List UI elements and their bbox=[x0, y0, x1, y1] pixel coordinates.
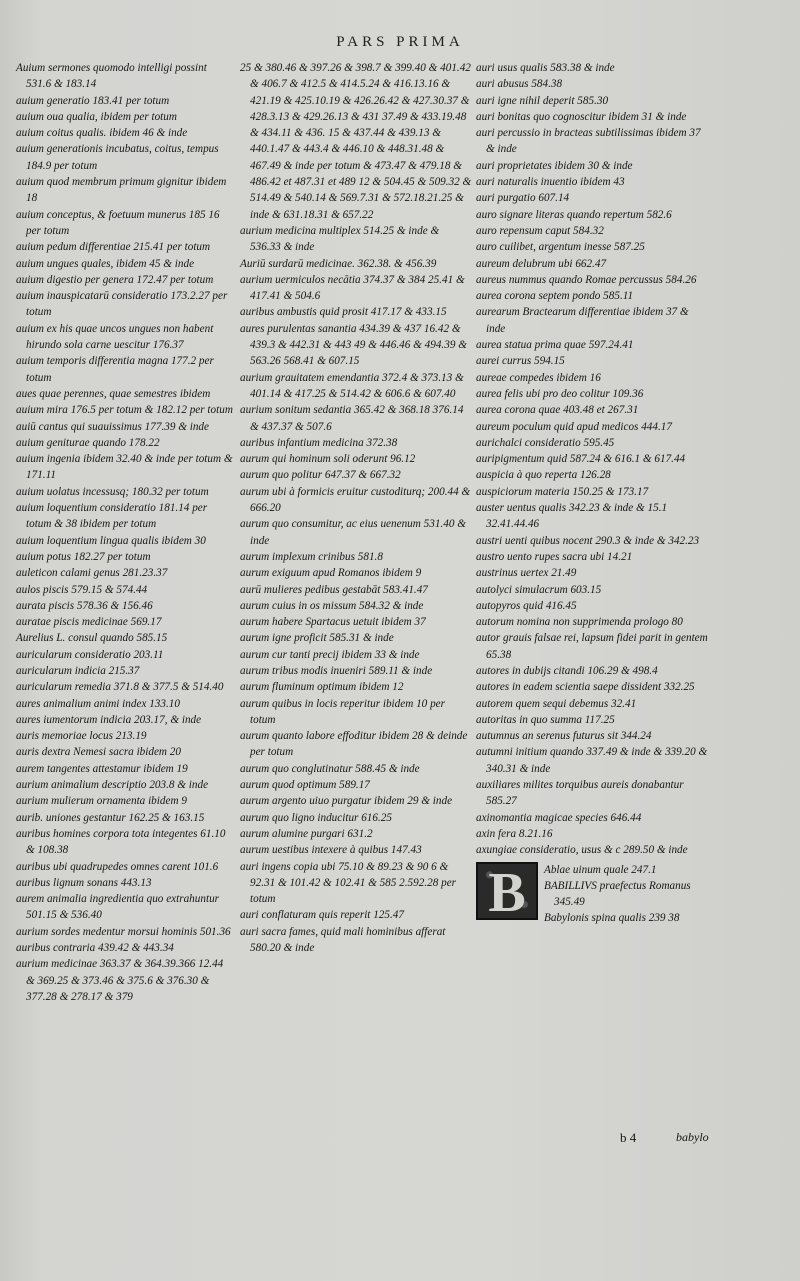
index-entry: auricularum remedia 371.8 & 377.5 & 514.40 bbox=[16, 681, 224, 694]
index-entry: aurium uermiculos necātia 374.37 & 384 25.41 & 417.41 & 504.6 bbox=[240, 273, 465, 303]
index-entry: autores in eadem scientia saepe dissident 332.25 bbox=[476, 681, 695, 694]
index-entry: auri purgatio 607.14 bbox=[476, 192, 570, 205]
index-entry: auri ingens copia ubi 75.10 & 89.23 & 90 6 & 92.31 & 101.42 & 102.41 & 585 2.592.28 per totum bbox=[240, 860, 457, 906]
index-entry: aurea corona septem pondo 585.11 bbox=[476, 290, 634, 303]
index-entry: auiū cantus qui suauissimus 177.39 & inde bbox=[16, 420, 209, 433]
index-entry: auri naturalis inuentio ibidem 43 bbox=[476, 176, 625, 189]
index-entry: auium mira 176.5 per totum & 182.12 per totum bbox=[16, 404, 233, 417]
index-entry: aurum cur tanti precij ibidem 33 & inde bbox=[240, 648, 420, 661]
index-entry: auri proprietates ibidem 30 & inde bbox=[476, 159, 633, 172]
running-header: PARS PRIMA bbox=[336, 34, 464, 50]
index-entry: aureae compedes ibidem 16 bbox=[476, 371, 601, 384]
index-entry: Ablae uinum quale 247.1 bbox=[544, 863, 657, 876]
index-entry: auster uentus qualis 342.23 & inde & 15.1 32.41.44.46 bbox=[476, 502, 668, 531]
index-entry: auium generatio 183.41 per totum bbox=[16, 94, 170, 107]
index-entry: aurum cuius in os missum 584.32 & inde bbox=[240, 599, 424, 612]
index-entry: aurea corona quae 403.48 et 267.31 bbox=[476, 404, 639, 417]
index-entry: aurium sonitum sedantia 365.42 & 368.18 376.14 & 437.37 & 507.6 bbox=[240, 404, 464, 433]
index-entry: auri abusus 584.38 bbox=[476, 78, 563, 91]
index-entry: aurea felis ubi pro deo colitur 109.36 bbox=[476, 387, 644, 400]
index-entry: Auium sermones quomodo intelligi possint 531.6 & 183.14 bbox=[16, 62, 207, 91]
index-entry: auium coitus qualis. ibidem 46 & inde bbox=[16, 127, 188, 140]
index-entry: autopyros quid 416.45 bbox=[476, 599, 577, 612]
index-entry: autores in dubijs citandi 106.29 & 498.4 bbox=[476, 664, 658, 677]
index-entry: auium quod membrum primum gignitur ibidem 18 bbox=[16, 176, 227, 205]
index-entry: aurium sordes medentur morsui hominis 501.36 bbox=[16, 925, 231, 938]
index-entry: autorem quem sequi debemus 32.41 bbox=[476, 697, 637, 710]
index-entry: autumnus an serenus futurus sit 344.24 bbox=[476, 730, 652, 743]
index-entry: auribus ubi quadrupedes omnes carent 101.6 bbox=[16, 860, 219, 873]
index-entry: auium oua qualia, ibidem per totum bbox=[16, 110, 177, 123]
index-entry: aurum igne proficit 585.31 & inde bbox=[240, 632, 394, 645]
index-entry: axinomantia magicae species 646.44 bbox=[476, 811, 642, 824]
decorated-initial: B bbox=[476, 862, 538, 920]
index-entry: auium generationis incubatus, coitus, tempus 184.9 per totum bbox=[16, 143, 219, 172]
index-entry: Auriū surdarū medicinae. 362.38. & 456.39 bbox=[240, 257, 437, 270]
index-entry: austri uenti quibus nocent 290.3 & inde & 342.23 bbox=[476, 534, 700, 547]
index-entry: auri usus qualis 583.38 & inde bbox=[476, 62, 615, 74]
index-entry: aurearum Bractearum differentiae ibidem 37 & inde bbox=[476, 306, 689, 335]
index-entry: auium temporis differentia magna 177.2 per totum bbox=[16, 355, 214, 384]
index-entry: austro uento rupes sacra ubi 14.21 bbox=[476, 550, 633, 563]
index-entry: aulos piscis 579.15 & 574.44 bbox=[16, 583, 148, 596]
index-entry: auro repensum caput 584.32 bbox=[476, 224, 604, 237]
index-entry: aurem animalia ingredientia quo extrahuntur 501.15 & 536.40 bbox=[16, 893, 220, 922]
index-entry: aurum fluminum optimum ibidem 12 bbox=[240, 681, 404, 694]
index-entry: auium pedum differentiae 215.41 per totum bbox=[16, 241, 211, 254]
index-entry: aurium animalium descriptio 203.8 & inde bbox=[16, 779, 209, 792]
index-entry: auium digestio per genera 172.47 per totum bbox=[16, 273, 214, 286]
index-entry: autumni initium quando 337.49 & inde & 339.20 & 340.31 & inde bbox=[476, 746, 708, 775]
index-entry: aurei currus 594.15 bbox=[476, 355, 565, 368]
index-entry: auspicia à quo reperta 126.28 bbox=[476, 469, 611, 482]
letter-section-b bbox=[476, 862, 710, 927]
index-entry: aurum quo politur 647.37 & 667.32 bbox=[240, 469, 401, 482]
index-entry: auium ingenia ibidem 32.40 & inde per totum & 171.11 bbox=[16, 453, 233, 482]
index-entry: auri percussio in bracteas subtilissimas ibidem 37 & inde bbox=[476, 127, 701, 156]
index-entry: auium loquentium consideratio 181.14 per totum & 38 ibidem per totum bbox=[16, 502, 208, 531]
index-entry: aurata piscis 578.36 & 156.46 bbox=[16, 599, 153, 612]
index-entry: aurum quanto labore effoditur ibidem 28 & deinde per totum bbox=[240, 730, 468, 759]
index-entry: aurum exiguum apud Romanos ibidem 9 bbox=[240, 567, 422, 580]
index-entry: aurum quod optimum 589.17 bbox=[240, 779, 370, 792]
index-entry: auium loquentium lingua qualis ibidem 30 bbox=[16, 534, 206, 547]
index-entry: auri conflaturam quis reperit 125.47 bbox=[240, 909, 404, 922]
index-column-3 bbox=[476, 60, 710, 927]
index-entry: aurum habere Spartacus uetuit ibidem 37 bbox=[240, 616, 426, 629]
index-entry: auris dextra Nemesi sacra ibidem 20 bbox=[16, 746, 181, 759]
index-entry: auri bonitas quo cognoscitur ibidem 31 & inde bbox=[476, 110, 687, 123]
index-entry: aurum argento uiuo purgatur ibidem 29 & inde bbox=[240, 795, 453, 808]
index-entry: auium uolatus incessusq; 180.32 per totum bbox=[16, 485, 209, 498]
index-entry: auricularum indicia 215.37 bbox=[16, 664, 140, 677]
index-entry: auleticon calami genus 281.23.37 bbox=[16, 567, 168, 580]
index-entry: aureum poculum quid apud medicos 444.17 bbox=[476, 420, 672, 433]
index-entry: auium geniturae quando 178.22 bbox=[16, 436, 160, 449]
index-entry: axungiae consideratio, usus & c 289.50 & inde bbox=[476, 844, 688, 857]
index-entry: aurum quo ligno inducitur 616.25 bbox=[240, 811, 392, 824]
index-entry: aurum quibus in locis reperitur ibidem 10 per totum bbox=[240, 697, 445, 726]
index-entry: auribus contraria 439.42 & 443.34 bbox=[16, 942, 174, 955]
index-entry: aurib. uniones gestantur 162.25 & 163.15 bbox=[16, 811, 205, 824]
index-entry: aurium grauitatem emendantia 372.4 & 373.13 & 401.14 & 417.25 & 514.42 & 606.6 & 607.40 bbox=[240, 371, 464, 400]
index-entry: auspiciorum materia 150.25 & 173.17 bbox=[476, 485, 649, 498]
catchword: babylo bbox=[676, 1130, 709, 1144]
index-entry: aues quae perennes, quae semestres ibidem bbox=[16, 387, 211, 400]
index-entry: aurum implexum crinibus 581.8 bbox=[240, 550, 383, 563]
index-entry: aurum alumine purgari 631.2 bbox=[240, 827, 373, 840]
index-entry: aurum quo conglutinatur 588.45 & inde bbox=[240, 762, 420, 775]
index-entry: aurum ubi à formicis eruitur custoditurq; 200.44 & 666.20 bbox=[240, 485, 471, 515]
index-entry: auripigmentum quid 587.24 & 616.1 & 617.44 bbox=[476, 453, 686, 466]
index-column-1 bbox=[16, 60, 234, 1005]
index-entry: auium ungues quales, ibidem 45 & inde bbox=[16, 257, 195, 270]
index-entry: aurium medicinae 363.37 & 364.39.366 12.44 & 369.25 & 373.46 & 375.6 & 376.30 & 377.28 & 278.17 & 379 bbox=[16, 958, 224, 1003]
signature-mark: b 4 bbox=[620, 1130, 637, 1145]
index-entry: aures purulentas sanantia 434.39 & 437 16.42 & 439.3 & 442.31 & 443 49 & 446.46 & 494.39 & 563.26 568.41 & 607.15 bbox=[240, 322, 467, 368]
index-entry: aureus nummus quando Romae percussus 584.26 bbox=[476, 273, 697, 286]
index-entry: auium conceptus, & foetuum munerus 185 16 per totum bbox=[16, 208, 220, 237]
index-entry: aurium medicina multiplex 514.25 & inde & 536.33 & inde bbox=[240, 224, 440, 254]
index-entry: aures animalium animi index 133.10 bbox=[16, 697, 180, 710]
index-entry: aurum tribus modis inueniri 589.11 & inde bbox=[240, 664, 433, 677]
index-entry: auro signare literas quando repertum 582.6 bbox=[476, 208, 672, 221]
index-entry: aurum uestibus intexere à quibus 147.43 bbox=[240, 844, 422, 857]
index-entry: auium potus 182.27 per totum bbox=[16, 550, 151, 563]
index-entry: aurum qui hominum soli oderunt 96.12 bbox=[240, 453, 416, 466]
index-entry: aurum quo consumitur, ac eius uenenum 531.40 & inde bbox=[240, 518, 466, 547]
index-entry: Aurelius L. consul quando 585.15 bbox=[16, 632, 168, 645]
index-entry: auris memoriae locus 213.19 bbox=[16, 730, 147, 743]
index-entry: auribus lignum sonans 443.13 bbox=[16, 876, 152, 889]
index-entry: axin fera 8.21.16 bbox=[476, 827, 553, 840]
index-entry: autorum nomina non supprimenda prologo 80 bbox=[476, 616, 683, 629]
index-entry: auium ex his quae uncos ungues non habent hirundo sola carne uescitur 176.37 bbox=[16, 322, 214, 352]
index-entry: aurea statua prima quae 597.24.41 bbox=[476, 339, 634, 352]
index-entry: auium inauspicatarū consideratio 173.2.27 per totum bbox=[16, 290, 228, 319]
index-entry: auratae piscis medicinae 569.17 bbox=[16, 616, 162, 629]
index-entry: auricularum consideratio 203.11 bbox=[16, 648, 164, 661]
index-entry: auribus homines corpora tota integentes 61.10 & 108.38 bbox=[16, 827, 226, 857]
index-entry: aurū mulieres pedibus gestabāt 583.41.47 bbox=[240, 583, 428, 596]
initial-entries bbox=[544, 862, 710, 927]
index-entry: autor grauis falsae rei, lapsum fidei parit in gentem 65.38 bbox=[476, 632, 708, 661]
index-entry: aurem tangentes attestamur ibidem 19 bbox=[16, 762, 188, 775]
index-entry: auxiliares milites torquibus aureis donabantur 585.27 bbox=[476, 779, 684, 808]
index-entry: aurium mulierum ornamenta ibidem 9 bbox=[16, 795, 187, 808]
index-entry: auro cuilibet, argentum inesse 587.25 bbox=[476, 241, 645, 254]
index-entry: auribus infantium medicina 372.38 bbox=[240, 436, 398, 449]
index-entry: BABILLIVS praefectus Romanus 345.49 bbox=[544, 879, 691, 909]
index-entry: austrinus uertex 21.49 bbox=[476, 567, 577, 580]
index-entry: 25 & 380.46 & 397.26 & 398.7 & 399.40 & 401.42 & 406.7 & 412.5 & 414.5.24 & 416.13.16 & 421.19 & 425.10.19 & 426.26.42 & 427.30.37 & 428.3.13 & 429.26.13 & 431 37.49 & 433.19.48 & 434.11 & 436. 15 & 437.44 & 439.13 & 440.1.47 & 443.4 & 446.10 & 448.31.48 & 467.49 & inde per totum & 473.47 & 479.18 & 486.42 et 487.31 et 489 12 & 504.45 & 509.32 & 514.49 & 540.14 & 569.7.31 & 572.18.21.25 & inde & 631.18.31 & 657.22 bbox=[240, 62, 472, 221]
index-entry: Babylonis spina qualis 239 38 bbox=[544, 912, 680, 925]
index-column-2 bbox=[240, 60, 472, 956]
index-entry: aureum delubrum ubi 662.47 bbox=[476, 257, 607, 270]
index-entry: aurichalci consideratio 595.45 bbox=[476, 436, 615, 449]
index-entry: aures iumentorum indicia 203.17, & inde bbox=[16, 713, 202, 726]
index-entry: auri sacra fames, quid mali hominibus afferat 580.20 & inde bbox=[240, 925, 446, 955]
index-entry: auri igne nihil deperit 585.30 bbox=[476, 94, 609, 107]
index-entry: auribus ambustis quid prosit 417.17 & 433.15 bbox=[240, 306, 447, 319]
index-entry: autolyci simulacrum 603.15 bbox=[476, 583, 602, 596]
index-entry: autoritas in quo summa 117.25 bbox=[476, 713, 615, 726]
